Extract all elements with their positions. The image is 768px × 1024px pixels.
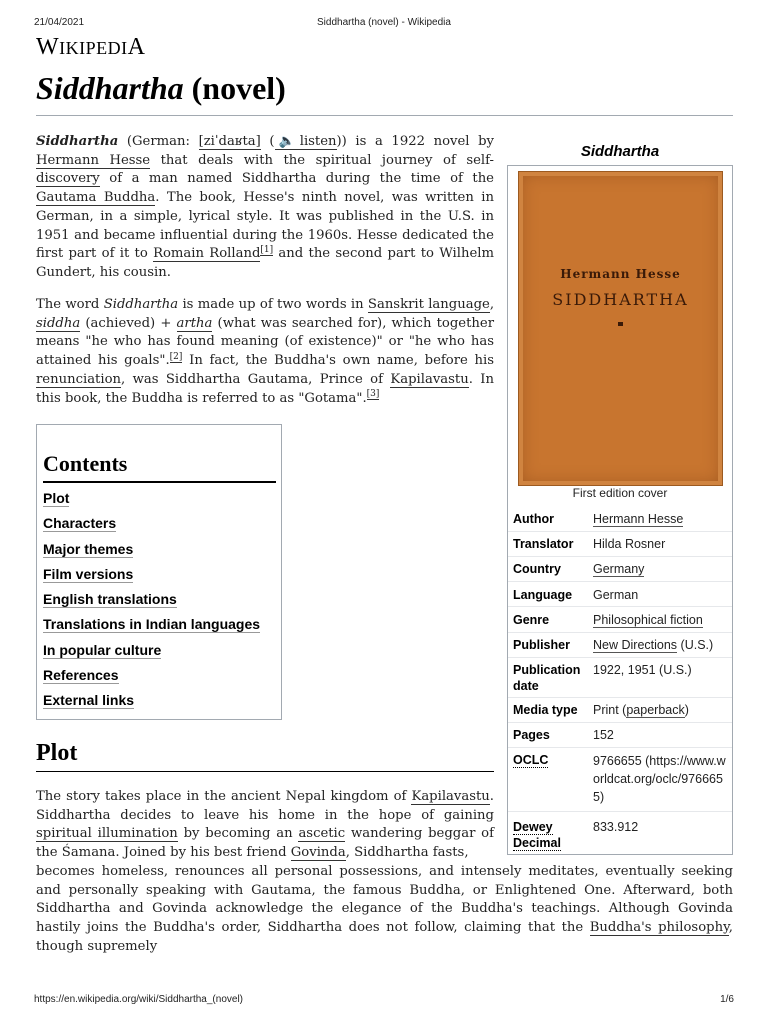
intro-term: Siddhartha bbox=[36, 134, 119, 149]
row-label: Publisher bbox=[513, 638, 570, 652]
row-label: Pages bbox=[513, 728, 550, 742]
text: (achieved) + bbox=[80, 315, 177, 331]
section-heading-plot: Plot bbox=[36, 740, 78, 766]
toc-item-plot[interactable] bbox=[43, 490, 260, 515]
toc-item-film-versions[interactable] bbox=[43, 566, 260, 591]
row-divider bbox=[508, 697, 732, 698]
toc-item-popular-culture[interactable] bbox=[43, 642, 260, 667]
row-label[interactable] bbox=[513, 819, 589, 851]
row-divider bbox=[508, 632, 732, 633]
row-value: 833.912 bbox=[593, 820, 639, 834]
plot-paragraph-narrow bbox=[36, 788, 494, 863]
row-value bbox=[593, 637, 729, 653]
link-romain-rolland[interactable]: Romain Rolland bbox=[153, 246, 261, 262]
text: , bbox=[489, 297, 495, 312]
table-of-contents bbox=[36, 424, 282, 720]
link-ascetic[interactable]: ascetic bbox=[298, 826, 346, 842]
text: , though supremely bbox=[36, 920, 733, 954]
toc-item-label: In popular culture bbox=[43, 641, 162, 658]
row-value bbox=[593, 702, 729, 718]
section-divider bbox=[36, 771, 494, 772]
text: becomes homeless, renounces all personal possessions, and intensely meditates, eventually seeking and personally speaking with Gautama, the famous Buddha, or Enlightened One. Afterward, both Siddhartha and Govinda acknowledge the elegance of the Buddha's teachings. Although Govinda hastily joins the Buddha's order, Siddhartha does not follow, claiming that the bbox=[36, 864, 733, 936]
text: by becoming an bbox=[177, 826, 299, 842]
row-divider bbox=[508, 722, 732, 723]
listen-audio-link[interactable]: 🔈listen bbox=[274, 134, 337, 149]
page-title bbox=[36, 70, 286, 107]
wikipedia-wordmark[interactable] bbox=[36, 34, 146, 61]
value-link[interactable]: Philosophical fiction bbox=[593, 613, 703, 627]
toc-divider bbox=[43, 481, 276, 483]
row-divider bbox=[508, 811, 732, 812]
cover-caption: First edition cover bbox=[572, 486, 668, 500]
row-divider bbox=[508, 581, 732, 582]
page-title-italic: Siddhartha bbox=[36, 70, 184, 106]
text: , was Siddhartha Gautama, Prince of bbox=[121, 371, 391, 387]
toc-item-label: Plot bbox=[43, 490, 70, 506]
link-artha[interactable]: artha bbox=[176, 315, 213, 331]
text: ( bbox=[260, 134, 275, 149]
toc-item-label: English translations bbox=[43, 591, 177, 608]
page-title-rest: (novel) bbox=[183, 70, 286, 106]
text: The word bbox=[36, 297, 104, 312]
toc-item-label: Characters bbox=[43, 515, 117, 532]
toc-item-label: Major themes bbox=[43, 540, 134, 557]
link-govinda[interactable]: Govinda bbox=[290, 845, 346, 861]
cover-author: Hermann Hesse bbox=[560, 267, 681, 281]
value-link[interactable]: New Directions bbox=[593, 638, 678, 652]
row-label: Country bbox=[513, 562, 561, 576]
text: wandering beggar of the Śamana. Joined by his best friend bbox=[36, 826, 494, 861]
text: . Siddhartha decides to leave his home in the hope of gaining bbox=[36, 789, 494, 823]
toc-item-label: Film versions bbox=[43, 565, 134, 582]
link-renunciation[interactable]: renunciation bbox=[36, 371, 122, 387]
row-value[interactable] bbox=[593, 561, 729, 577]
text: , Siddhartha fasts, bbox=[345, 845, 469, 861]
row-value[interactable]: 9766655 (https://www.worldcat.org/oclc/9766655) bbox=[593, 754, 726, 804]
toc-item-label: References bbox=[43, 667, 119, 684]
row-label: Genre bbox=[513, 613, 550, 627]
text: of a man named Siddhartha during the time of the bbox=[99, 171, 494, 187]
value-text: (U.S.) bbox=[677, 638, 714, 652]
value-link[interactable]: Hermann Hesse bbox=[593, 512, 684, 526]
toc-item-references[interactable] bbox=[43, 667, 260, 692]
row-label[interactable] bbox=[513, 752, 589, 768]
row-value: 152 bbox=[593, 728, 614, 742]
reference-1[interactable]: [1] bbox=[260, 244, 274, 255]
text: The story takes place in the ancient Nepal kingdom of bbox=[36, 789, 412, 804]
infobox-title: Siddhartha bbox=[580, 143, 660, 160]
row-label: Translator bbox=[513, 537, 574, 551]
row-divider bbox=[508, 531, 732, 532]
plot-paragraph-wide bbox=[36, 863, 733, 957]
value-text: Print ( bbox=[593, 703, 627, 717]
word-italic: Siddhartha bbox=[103, 297, 179, 312]
link-buddhas-philosophy[interactable]: Buddha's philosophy bbox=[589, 920, 729, 936]
toc-item-characters[interactable] bbox=[43, 515, 260, 540]
link-gautama-buddha[interactable]: Gautama Buddha bbox=[36, 190, 156, 206]
row-label: Media type bbox=[513, 703, 578, 717]
row-divider bbox=[508, 747, 732, 748]
infobox bbox=[507, 165, 733, 855]
row-value: 1922, 1951 (U.S.) bbox=[593, 663, 692, 677]
link-sanskrit[interactable]: Sanskrit language bbox=[367, 297, 490, 312]
toc-item-indian-translations[interactable] bbox=[43, 616, 260, 641]
value-link[interactable]: paperback bbox=[626, 703, 685, 717]
wordmark-end: A bbox=[127, 34, 146, 60]
link-kapilavastu-plot[interactable]: Kapilavastu bbox=[411, 789, 490, 804]
title-divider bbox=[36, 115, 733, 116]
link-spiritual-illumination[interactable]: spiritual illumination bbox=[36, 826, 178, 842]
text: . The book, Hesse's ninth novel, was written in German, in a simple, lyrical style. It was published in the U.S. in 1951 and became influential during the 1960s. Hesse dedicated the first part of it to bbox=[36, 190, 494, 262]
cover-ornament bbox=[618, 322, 623, 326]
row-value[interactable] bbox=[593, 612, 729, 628]
text: and the second part to Wilhelm Gundert, his cousin. bbox=[36, 246, 494, 280]
row-divider bbox=[508, 606, 732, 607]
toc-item-external-links[interactable] bbox=[43, 692, 260, 717]
value-text: ) bbox=[684, 703, 689, 717]
row-label: Author bbox=[513, 512, 554, 526]
link-hermann-hesse[interactable]: Hermann Hesse bbox=[36, 152, 151, 168]
row-label: Language bbox=[513, 588, 573, 602]
row-value: Hilda Rosner bbox=[593, 537, 666, 551]
reference-2[interactable]: [2] bbox=[169, 351, 183, 362]
value-link[interactable]: Germany bbox=[593, 562, 645, 576]
toc-item-english-translations[interactable] bbox=[43, 591, 260, 616]
link-self-discovery[interactable]: discovery bbox=[36, 171, 100, 187]
wordmark-w: W bbox=[36, 34, 60, 60]
print-page-title: Siddhartha (novel) - Wikipedia bbox=[317, 17, 451, 28]
link-kapilavastu[interactable]: Kapilavastu bbox=[390, 371, 469, 387]
print-page-number: 1/6 bbox=[720, 994, 734, 1005]
book-cover-image[interactable] bbox=[518, 171, 723, 486]
wordmark-mid: IKIPEDI bbox=[59, 38, 128, 58]
reference-3[interactable]: [3] bbox=[366, 389, 380, 400]
text: that deals with the spiritual journey of self- bbox=[150, 152, 494, 168]
row-value[interactable] bbox=[593, 511, 729, 527]
text: In fact, the Buddha's own name, before his bbox=[182, 353, 494, 369]
text: . In this book, the Buddha is referred to as "Gotama". bbox=[36, 371, 494, 406]
toc-title: Contents bbox=[43, 451, 128, 476]
text: (German: bbox=[118, 134, 199, 149]
row-value: German bbox=[593, 588, 639, 602]
label-link[interactable]: Dewey Decimal bbox=[513, 820, 561, 850]
toc-item-label: Translations in Indian languages bbox=[43, 616, 261, 633]
print-url: https://en.wikipedia.org/wiki/Siddhartha_(novel) bbox=[34, 994, 243, 1005]
toc-item-major-themes[interactable] bbox=[43, 541, 260, 566]
cover-title: SIDDHARTHA bbox=[552, 290, 689, 309]
row-divider bbox=[508, 657, 732, 658]
label-link[interactable]: OCLC bbox=[513, 753, 549, 767]
toc-list bbox=[43, 490, 260, 718]
link-siddha[interactable]: siddha bbox=[36, 315, 81, 331]
row-label: Publication date bbox=[513, 663, 581, 693]
row-divider bbox=[508, 556, 732, 557]
ipa-link[interactable]: [ziˈdaʁta] bbox=[198, 134, 261, 149]
intro-paragraph-1 bbox=[36, 133, 494, 283]
intro-paragraph-2 bbox=[36, 296, 494, 408]
text: (what was searched for), which together means "he who has found meaning (of existence)" or "he who has attained his goals". bbox=[36, 315, 494, 369]
text: )) is a 1922 novel by bbox=[336, 134, 494, 149]
print-date: 21/04/2021 bbox=[34, 17, 85, 28]
toc-item-label: External links bbox=[43, 692, 135, 709]
text: is made up of two words in bbox=[178, 297, 368, 312]
